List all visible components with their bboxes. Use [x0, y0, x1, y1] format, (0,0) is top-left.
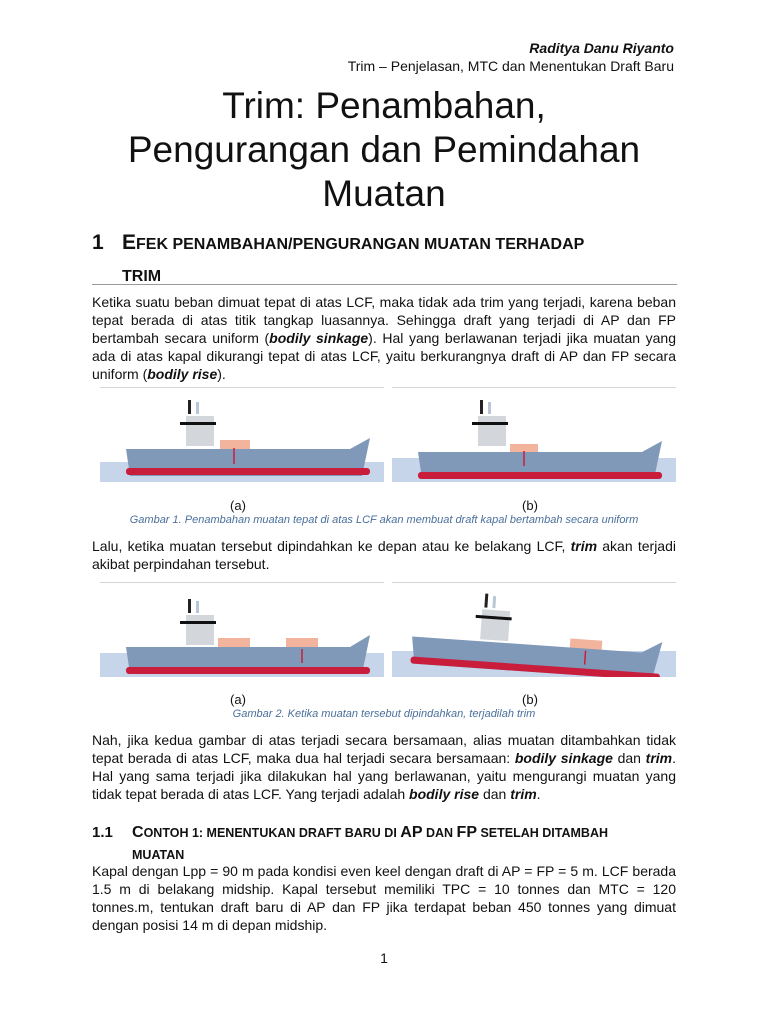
figure-2-caption: Gambar 2. Ketika muatan tersebut dipindahkan, terjadilah trim — [232, 708, 536, 720]
section-1-number: 1 — [92, 231, 104, 254]
section-1-1-heading-line2: MUATAN — [132, 848, 185, 862]
section-1-1-heading: 1.1 CONTOH 1: MENENTUKAN DRAFT BARU DI AP DAN FP SETELAH DITAMBAH MUATAN — [92, 824, 609, 862]
paragraph-1: Ketika suatu beban dimuat tepat di atas LCF, maka tidak ada trim yang terjadi, karena beban tepat berada di atas titik tangkap luasannya. Sehingga draft yang terjadi di AP dan FP bertambah secara uniform (bodily sinkage). Hal yang berlawanan terjadi jika muatan yang ada di atas kapal dikurangi tepat di atas LCF, yaitu berkurangnya draft di AP dan FP secara uniform (bodily rise). — [92, 294, 676, 382]
section-1-rule — [92, 284, 677, 285]
figure-2b-label: (b) — [522, 692, 538, 707]
paragraph-3: Nah, jika kedua gambar di atas terjadi secara bersamaan, alias muatan ditambahkan tidak tepat berada di atas LCF, maka dua hal terjadi secara bersamaan: bodily sinkage dan trim. Hal yang sama terjadi jika dilakukan hal yang berlawanan, yaitu mengurangi muatan yang tidak tepat berada di atas LCF. Yang terjadi adalah bodily rise dan trim. — [92, 732, 677, 802]
header-author: Raditya Danu Riyanto — [529, 40, 674, 56]
title-line-1: Trim: Penambahan, — [222, 85, 546, 126]
title-line-3: Muatan — [322, 173, 446, 214]
section-1-heading — [92, 228, 682, 292]
figure-2a-image — [100, 582, 384, 677]
section-1-1-number: 1.1 — [92, 824, 113, 841]
figure-1a-image — [100, 387, 384, 482]
figure-1-caption: Gambar 1. Penambahan muatan tepat di atas LCF akan membuat draft kapal bertambah secara uniform — [129, 514, 639, 526]
section-1-heading-rest: FEK PENAMBAHAN/PENGURANGAN MUATAN TERHADAP — [136, 236, 585, 253]
page-number: 1 — [380, 950, 388, 966]
figure-2b-image — [392, 582, 676, 677]
title-line-2: Pengurangan dan Pemindahan — [127, 129, 641, 170]
section-1-heading-cap: E — [122, 231, 137, 254]
figure-2a-label: (a) — [230, 692, 246, 707]
header-subtitle: Trim – Penjelasan, MTC dan Menentukan Draft Baru — [347, 58, 674, 74]
paragraph-2: Lalu, ketika muatan tersebut dipindahkan ke depan atau ke belakang LCF, trim akan terjadi akibat perpindahan tersebut. — [92, 538, 676, 572]
figure-1b-image — [392, 387, 676, 482]
figure-1b-label: (b) — [522, 498, 538, 513]
section-1-heading-line2: TRIM — [122, 268, 162, 285]
document-title — [0, 84, 768, 216]
example-paragraph: Kapal dengan Lpp = 90 m pada kondisi even keel dengan draft di AP = FP = 5 m. LCF berada 1.5 m di belakang midship. Kapal tersebut memiliki TPC = 10 tonnes dan MTC = 120 tonnes.m, tentukan draft baru di AP dan FP jika terdapat beban 450 tonnes yang dimuat dengan posisi 14 m di depan midship. — [92, 863, 676, 933]
figure-1a-label: (a) — [230, 498, 246, 513]
